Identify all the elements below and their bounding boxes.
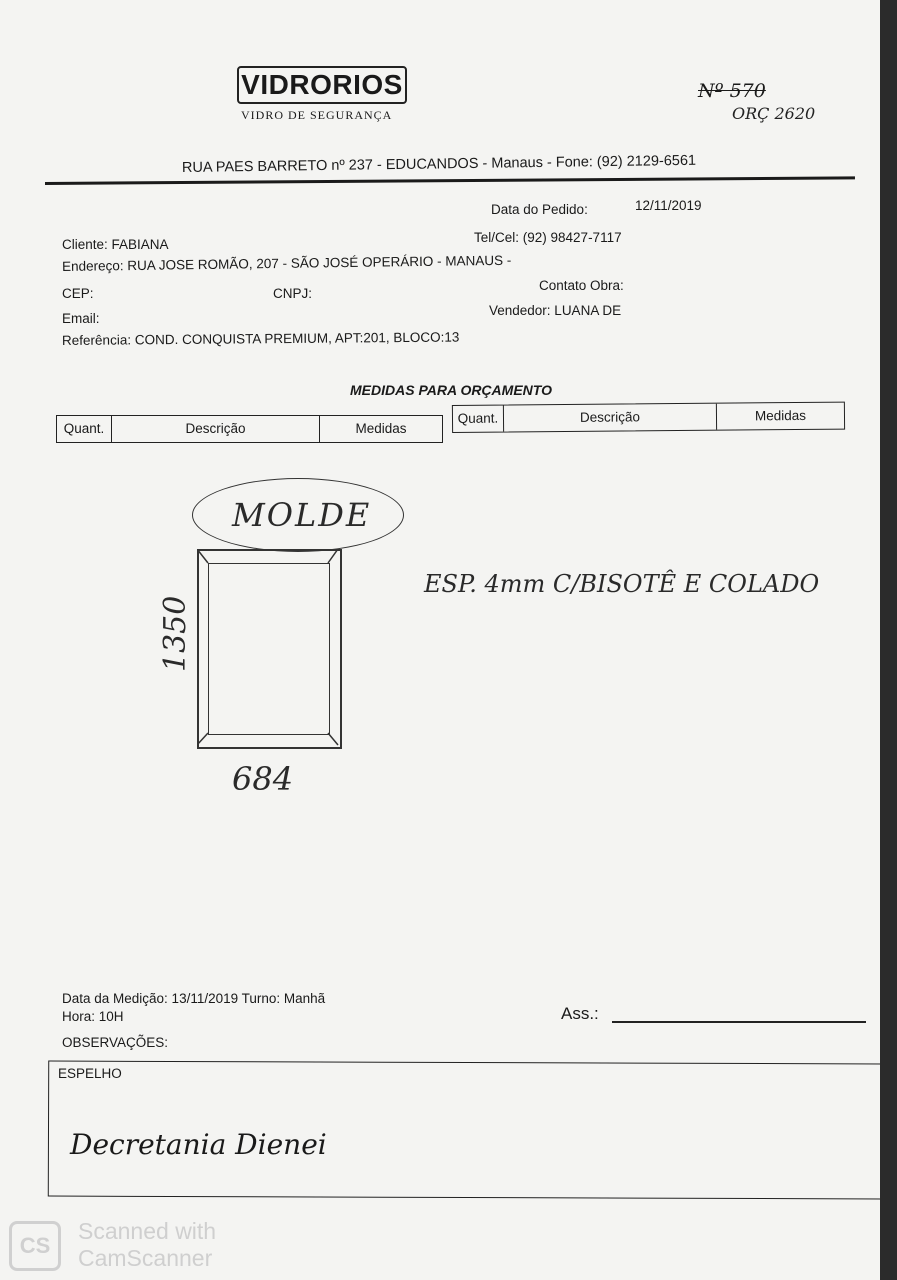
- col-medidas: Medidas: [355, 421, 407, 436]
- header-divider: [45, 176, 855, 185]
- email-field: Email:: [62, 311, 100, 326]
- signature-label: Ass.:: [561, 1004, 599, 1023]
- section-title: MEDIDAS PARA ORÇAMENTO: [350, 382, 552, 398]
- width-dimension: 684: [232, 760, 294, 798]
- measurement-date: Data da Medição: 13/11/2019 Turno: Manhã: [62, 991, 326, 1006]
- measures-table-right: [452, 402, 845, 433]
- handwritten-signature: Decretania Dienei: [70, 1128, 327, 1161]
- signature-line: [612, 1021, 866, 1023]
- cep-field: CEP:: [62, 286, 94, 301]
- cnpj-field: CNPJ:: [273, 286, 313, 301]
- contact-field: Contato Obra:: [539, 278, 624, 293]
- company-address: RUA PAES BARRETO nº 237 - EDUCANDOS - Manaus - Fone: (92) 2129-6561: [181, 152, 697, 176]
- col-quant: Quant.: [57, 416, 112, 442]
- company-logo: VIDRORIOS: [237, 66, 407, 104]
- molde-label: MOLDE: [232, 496, 372, 534]
- frame-corner-lines: [197, 549, 342, 749]
- logo-subtitle: VIDRO DE SEGURANÇA: [241, 108, 393, 122]
- measurement-time: Hora: 10H: [62, 1009, 124, 1024]
- col-medidas: Medidas: [754, 407, 807, 424]
- col-quant: Quant.: [453, 406, 504, 432]
- address-field: Endereço: RUA JOSE ROMÃO, 207 - SÃO JOSÉ OPERÁRIO - MANAUS -: [61, 252, 512, 274]
- client-field: Cliente: FABIANA: [62, 237, 169, 252]
- glass-spec-note: ESP. 4mm C/BISOTÊ E COLADO: [424, 570, 820, 598]
- col-descricao: Descrição: [112, 416, 320, 442]
- measures-table-left: [56, 415, 443, 443]
- camscanner-logo-icon: CS: [9, 1221, 61, 1271]
- observations-label: OBSERVAÇÕES:: [62, 1035, 169, 1050]
- camscanner-watermark: Scanned with CamScanner: [78, 1218, 217, 1271]
- reference-field: Referência: COND. CONQUISTA PREMIUM, APT:201, BLOCO:13: [61, 329, 460, 348]
- scan-edge-shadow: [880, 0, 897, 1280]
- observations-value: ESPELHO: [58, 1066, 122, 1081]
- seller-field: Vendedor: LUANA DE: [489, 303, 622, 318]
- orc-handwritten-note: ORÇ 2620: [732, 104, 816, 123]
- order-date-label: Data do Pedido:: [491, 202, 588, 217]
- phone-field: Tel/Cel: (92) 98427-7117: [474, 230, 622, 245]
- document-number: Nº 570: [698, 80, 766, 102]
- height-dimension: 1350: [158, 595, 193, 672]
- order-date-value: 12/11/2019: [635, 198, 702, 213]
- col-descricao: Descrição: [504, 404, 717, 432]
